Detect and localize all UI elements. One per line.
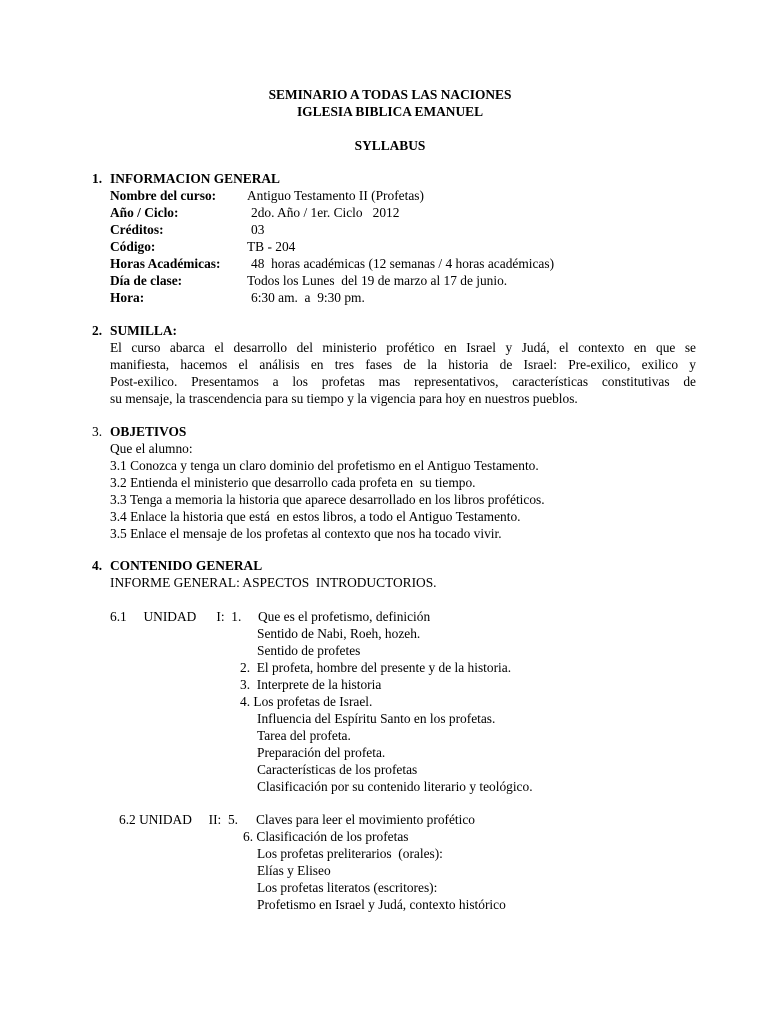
unit-2-line: Los profetas preliterarios (orales): [257, 846, 443, 861]
objective-item: 3.5 Enlace el mensaje de los profetas al contexto que nos ha tocado vivir. [110, 526, 502, 541]
unit-2-line: 6. Clasificación de los profetas [243, 829, 409, 844]
document-title: SYLLABUS [354, 138, 426, 153]
section-1-number: 1. [92, 171, 103, 186]
field-label-hours: Horas Académicas: [110, 256, 221, 271]
unit-1-line: 2. El profeta, hombre del presente y de la historia. [240, 660, 512, 675]
section-4-number: 4. [92, 558, 103, 573]
unit-1-line: Influencia del Espíritu Santo en los profetas. [257, 711, 496, 726]
objective-item: 3.2 Entienda el ministerio que desarrollo cada profeta en su tiempo. [110, 475, 476, 490]
summary-line: Post-exilico. Presentamos a los profetas mas representativos, características constitutivas de [110, 374, 696, 389]
objective-item: 3.4 Enlace la historia que está en estos libros, a todo el Antiguo Testamento. [110, 509, 521, 524]
section-3-number: 3. [92, 424, 103, 439]
field-label-course: Nombre del curso: [110, 188, 217, 203]
section-2-number: 2. [92, 323, 103, 338]
summary-line: su mensaje, la trascendencia para su tiempo y la vigencia para hoy en nuestros pueblos. [110, 391, 578, 406]
unit-1-line: Clasificación por su contenido literario y teológico. [257, 779, 533, 794]
unit-2-label: 6.2 UNIDAD II: 5. [119, 812, 239, 827]
unit-1-line: 4. Los profetas de Israel. [240, 694, 373, 709]
unit-1-label: 6.1 UNIDAD I: 1. [110, 609, 242, 624]
unit-1-line: 3. Interprete de la historia [240, 677, 382, 692]
field-label-credits: Créditos: [110, 222, 164, 237]
unit-1-line: Preparación del profeta. [257, 745, 386, 760]
field-value-year: 2do. Año / 1er. Ciclo 2012 [251, 205, 400, 220]
content-intro: INFORME GENERAL: ASPECTOS INTRODUCTORIOS. [110, 575, 437, 590]
unit-1-line: Características de los profetas [257, 762, 418, 777]
summary-line: El curso abarca el desarrollo del ministerio profético en Israel y Judá, el contexto en que se [110, 340, 696, 355]
field-value-hours: 48 horas académicas (12 semanas / 4 horas académicas) [251, 256, 555, 271]
unit-2-line: Claves para leer el movimiento profético [256, 812, 476, 827]
objectives-intro: Que el alumno: [110, 441, 193, 456]
section-2-heading: SUMILLA: [110, 323, 177, 338]
unit-1-line: Sentido de profetes [257, 643, 361, 658]
field-value-day: Todos los Lunes del 19 de marzo al 17 de junio. [247, 273, 508, 288]
summary-paragraph [110, 339, 696, 407]
summary-line: manifiesta, hacemos el análisis en tres fases de la historia de Israel: Pre-exilico, exilico y [110, 357, 696, 372]
objective-item: 3.3 Tenga a memoria la historia que aparece desarrollado en los libros proféticos. [110, 492, 545, 507]
objective-item: 3.1 Conozca y tenga un claro dominio del profetismo en el Antiguo Testamento. [110, 458, 539, 473]
unit-1-line: Que es el profetismo, definición [258, 609, 431, 624]
field-label-code: Código: [110, 239, 156, 254]
institution-name: SEMINARIO A TODAS LAS NACIONES [268, 87, 512, 102]
field-label-year: Año / Ciclo: [110, 205, 179, 220]
field-label-time: Hora: [110, 290, 145, 305]
field-value-time: 6:30 am. a 9:30 pm. [251, 290, 365, 305]
field-value-course: Antiguo Testamento II (Profetas) [247, 188, 424, 203]
section-4-heading: CONTENIDO GENERAL [110, 558, 263, 573]
field-value-code: TB - 204 [247, 239, 296, 254]
unit-1-line: Sentido de Nabi, Roeh, hozeh. [257, 626, 421, 641]
unit-1-line: Tarea del profeta. [257, 728, 351, 743]
section-1-heading: INFORMACION GENERAL [110, 171, 280, 186]
unit-2-line: Los profetas literatos (escritores): [257, 880, 438, 895]
unit-2-line: Profetismo en Israel y Judá, contexto histórico [257, 897, 506, 912]
unit-2-line: Elías y Eliseo [257, 863, 331, 878]
section-3-heading: OBJETIVOS [110, 424, 187, 439]
field-value-credits: 03 [251, 222, 265, 237]
church-name: IGLESIA BIBLICA EMANUEL [296, 104, 484, 119]
field-label-day: Día de clase: [110, 273, 183, 288]
